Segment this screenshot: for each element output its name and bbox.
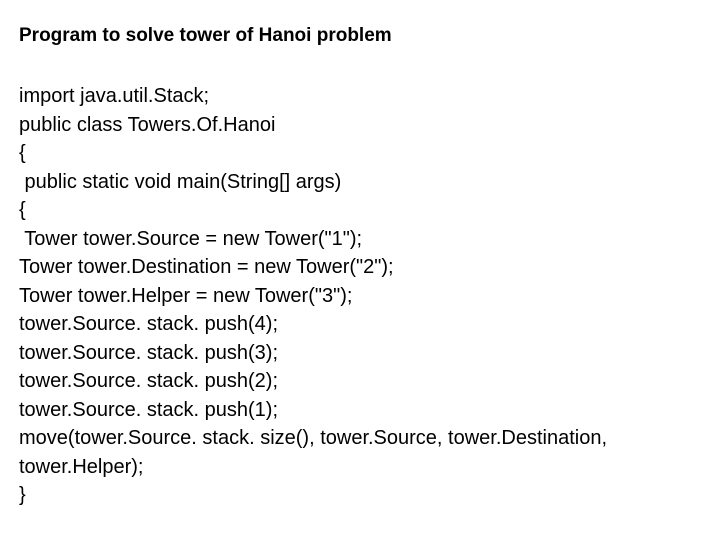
code-line: tower.Source. stack. push(2); xyxy=(19,370,279,392)
code-line: { xyxy=(19,199,26,221)
code-line: Tower tower.Destination = new Tower("2"); xyxy=(19,256,394,278)
code-line: } xyxy=(19,484,26,506)
code-line: import java.util.Stack; xyxy=(19,85,210,107)
code-line: Tower tower.Source = new Tower("1"); xyxy=(19,227,363,250)
code-line: Tower tower.Helper = new Tower("3"); xyxy=(19,284,353,307)
code-line: move(tower.Source. stack. size(), tower.Source, tower.Destination, xyxy=(19,427,608,449)
code-line: tower.Source. stack. push(4); xyxy=(19,313,279,335)
code-line: tower.Source. stack. push(1); xyxy=(19,398,279,421)
code-line: tower.Helper); xyxy=(19,455,144,478)
code-line: public static void main(String[] args) xyxy=(19,170,342,193)
code-line: tower.Source. stack. push(3); xyxy=(19,341,279,364)
code-line: public class Towers.Of.Hanoi xyxy=(19,113,276,136)
code-line: { xyxy=(19,142,26,164)
slide-title: Program to solve tower of Hanoi problem xyxy=(19,25,392,46)
code-block xyxy=(19,82,709,510)
